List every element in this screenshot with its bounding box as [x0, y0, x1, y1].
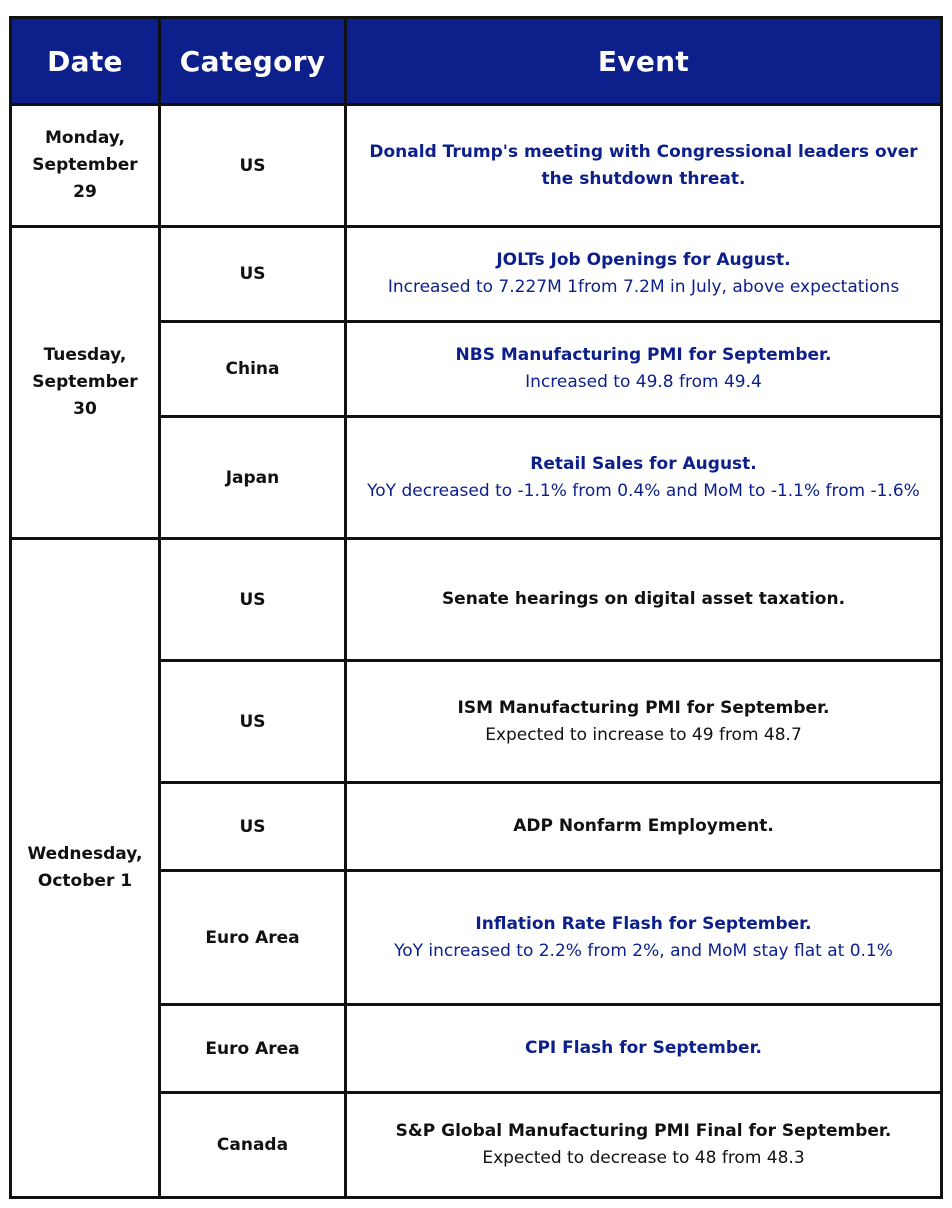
event-cell [346, 417, 942, 539]
header-row [11, 18, 942, 105]
event-column-header: Event [346, 18, 942, 105]
table-row [11, 539, 942, 661]
category-cell: Euro Area [160, 1005, 346, 1093]
event-detail: Expected to decrease to 48 from 48.3 [482, 1148, 805, 1168]
event-title: Inflation Rate Flash for September. [475, 913, 812, 934]
event-cell [346, 1005, 942, 1093]
category-cell: US [160, 539, 346, 661]
event-cell [346, 105, 942, 227]
date-cell-monday: Monday, September 29 [11, 105, 160, 227]
event-detail: Expected to increase to 49 from 48.7 [485, 724, 802, 745]
date-column-header: Date [11, 18, 160, 105]
event-title: ADP Nonfarm Employment. [513, 816, 774, 836]
event-title: Retail Sales for August. [530, 453, 757, 474]
event-cell [346, 1093, 942, 1198]
category-cell: Japan [160, 417, 346, 539]
event-title: JOLTs Job Openings for August. [496, 250, 791, 270]
category-cell: US [160, 783, 346, 871]
category-cell: Euro Area [160, 871, 346, 1005]
event-detail: YoY increased to 2.2% from 2%, and MoM stay flat at 0.1% [394, 940, 893, 961]
event-cell [346, 322, 942, 417]
event-title: NBS Manufacturing PMI for September. [455, 345, 832, 365]
event-cell [346, 539, 942, 661]
table-row [11, 227, 942, 322]
category-cell: US [160, 661, 346, 783]
event-title: CPI Flash for September. [524, 1038, 763, 1058]
date-cell-tuesday: Tuesday, September 30 [11, 227, 160, 539]
category-cell: Canada [160, 1093, 346, 1198]
category-cell: US [160, 227, 346, 322]
event-title: S&P Global Manufacturing PMI Final for September. [395, 1121, 892, 1141]
event-title: Senate hearings on digital asset taxation. [441, 589, 846, 609]
category-cell: US [160, 105, 346, 227]
category-cell: China [160, 322, 346, 417]
event-cell [346, 783, 942, 871]
category-column-header: Category [160, 18, 346, 105]
event-detail: Increased to 49.8 from 49.4 [525, 372, 762, 392]
event-cell [346, 871, 942, 1005]
date-cell-wednesday: Wednesday, October 1 [11, 539, 160, 1198]
event-title: Donald Trump's meeting with Congressional leaders over the shutdown threat. [369, 141, 918, 189]
table-row [11, 105, 942, 227]
event-cell [346, 227, 942, 322]
event-cell [346, 661, 942, 783]
event-detail: Increased to 7.227M 1from 7.2M in July, above expectations [387, 277, 900, 297]
event-title: ISM Manufacturing PMI for September. [457, 697, 830, 718]
event-detail: YoY decreased to -1.1% from 0.4% and MoM to -1.1% from -1.6% [367, 480, 920, 501]
economic-calendar-table [9, 16, 943, 1199]
